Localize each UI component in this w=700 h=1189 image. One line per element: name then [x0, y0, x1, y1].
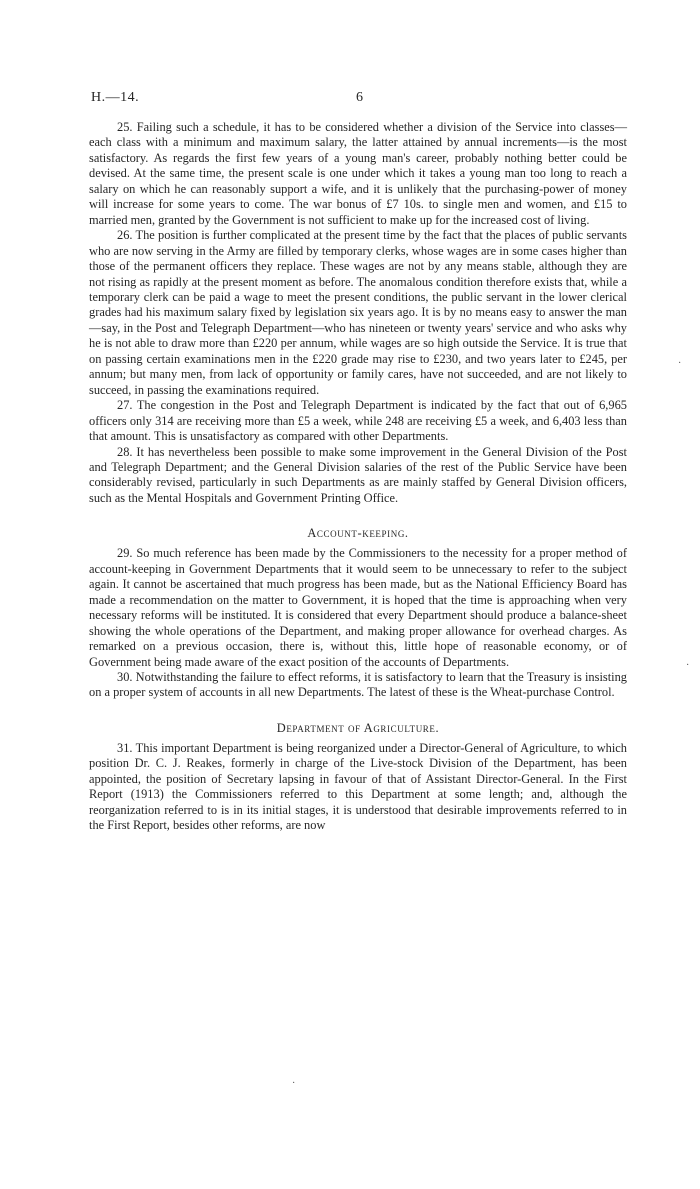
page-number: 6: [356, 90, 363, 105]
page-header: [91, 90, 631, 110]
section-heading-department-of-agriculture: Department of Agriculture.: [276, 720, 440, 735]
scan-speck: ·: [678, 358, 682, 369]
page-body: [89, 120, 627, 834]
paragraph-31: 31. This important Department is being reorganized under a Director-General of Agriculture, to which position Dr. C. J. Reakes, formerly in charge of the Live-stock Division of the Department, has been appointed, the position of Secretary lapsing in favour of that of Assistant Director-General. In the First Report (1913) the Commissioners referred to this Department at some length; and, although the reorganization referred to is in its initial stages, it is understood that desirable improvements referred to in the First Report, besides other reforms, are now: [89, 740, 627, 833]
paragraph-29: 29. So much reference has been made by the Commissioners to the necessity for a proper method of account-keeping in Government Departments that it would seem to be unnecessary to refer to the subject again. It cannot be ascertained that much progress has been made, but as the National Efficiency Board has made a recommendation on the matter to Government, it is hoped that the time is approaching when very necessary reforms will be instituted. It is considered that every Department should produce a balance-sheet showing the whole operations of the Department, and making proper allowance for overhead charges. As remarked on a previous occasion, there is, without this, little hope of reasonable economy, or of Government being made aware of the exact position of the accounts of Departments.: [89, 546, 627, 669]
paragraph-30: 30. Notwithstanding the failure to effect reforms, it is satisfactory to learn that the Treasury is insisting on a proper system of accounts in all new Departments. The latest of these is the Wheat-purchase Control.: [89, 669, 627, 700]
paragraph-27: 27. The congestion in the Post and Telegraph Department is indicated by the fact that out of 6,965 officers only 314 are receiving more than £5 a week, while 248 are receiving £5 a week, and 6,403 less than that amount. This is unsatisfactory as compared with other Departments.: [89, 398, 627, 444]
document-reference: H.—14.: [91, 90, 140, 105]
paragraph-26: 26. The position is further complicated at the present time by the fact that the places of public servants who are now serving in the Army are filled by temporary clerks, whose wages are in some cases higher than those of the permanent officers they replace. These wages are not by any means stable, although they are not rising as rapidly at the present moment as before. The anomalous condition therefore exists that, while a temporary clerk can be paid a wage to meet the present conditions, the public servant in the lower clerical grades had his maximum salary fixed by legislation six years ago. It is by no means easy to answer the man—say, in the Post and Telegraph Department—who has nineteen or twenty years' service and who asks why he is not able to draw more than £220 per annum, while wages are so high outside the Service. It is true that on passing certain examinations men in the £220 grade may rise to £230, and two years later to £245, per annum; but many men, from lack of opportunity or family cares, have not succeeded, and are not likely to succeed, in passing the examinations required.: [89, 228, 627, 397]
scan-speck: ·: [292, 1078, 296, 1089]
paragraph-28: 28. It has nevertheless been possible to make some improvement in the General Division of the Post and Telegraph Department; and the General Division salaries of the rest of the Public Service have been considerably revised, particularly in such Departments as are mainly staffed by General Division officers, such as the Mental Hospitals and Government Printing Office.: [89, 444, 627, 505]
paragraph-25: 25. Failing such a schedule, it has to be considered whether a division of the Service into classes—each class with a minimum and maximum salary, the latter attained by annual increments—is the most satisfactory. As regards the first few years of a young man's career, probably nothing better could be devised. At the same time, the present scale is one under which it takes a young man too long to reach a salary on which he can reasonably support a wife, and it is unlikely that the purchasing-power of money will increase for some years to come. The war bonus of £7 10s. to single men and women, and £15 to married men, granted by the Government is not sufficient to make up for the increased cost of living.: [89, 120, 627, 227]
scan-speck: ·: [686, 660, 690, 671]
section-heading-account-keeping: Account-keeping.: [307, 526, 409, 541]
